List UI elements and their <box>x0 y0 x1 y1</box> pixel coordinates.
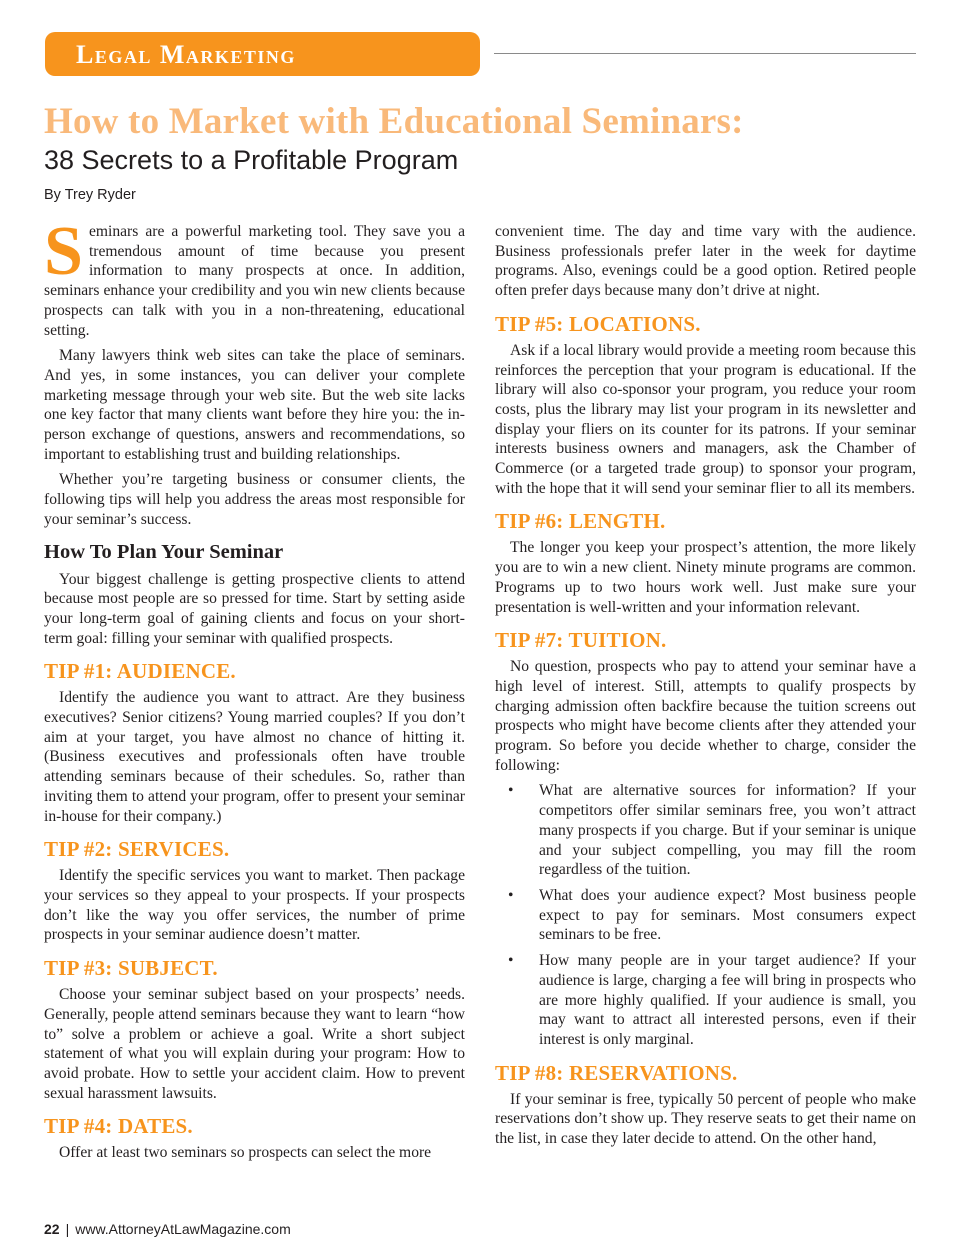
tip-8-heading: TIP #8: RESERVATIONS. <box>495 1060 738 1085</box>
tip-7-heading: TIP #7: TUITION. <box>495 628 667 653</box>
article-title: How to Market with Educational Seminars: <box>44 101 744 142</box>
article-subtitle: 38 Secrets to a Profitable Program <box>44 145 459 175</box>
tip-2-text: Identify the specific services you want to market. Then package your services so they appeal to your prospects. If your prospects don’t like the way you offer services, the number of prime prospects in your seminar audience doesn’t matter. <box>44 867 465 944</box>
tip-8-text: If your seminar is free, typically 50 percent of people who make reservations don’t show up. They reserve seats to get their name on the list, in case they later decide to attend. On the other hand, <box>495 1090 916 1148</box>
drop-cap: S <box>44 213 83 290</box>
bullet-text: What are alternative sources for information? If your competitors offer similar seminars free, you won’t attract many prospects if you charge. But if your seminar is unique and your subject compelling, you may fill the room regardless of the tuition. <box>539 782 916 879</box>
tip-7-bullet-list <box>495 781 916 1049</box>
page-footer <box>44 1221 291 1237</box>
intro-text: eminars are a powerful marketing tool. They save you a tremendous amount of time because you present information to many prospects at once. In addition, seminars enhance your credibility and you win new clients because prospects can talk with you in a non-threatening, educational setting. <box>44 223 465 339</box>
tip-1-heading: TIP #1: AUDIENCE. <box>44 659 236 684</box>
list-item <box>495 951 916 1050</box>
section-label: Legal Marketing <box>76 40 296 69</box>
tip-4-heading: TIP #4: DATES. <box>44 1114 193 1139</box>
bullet-text: How many people are in your target audience? If your audience is large, charging a fee will bring in prospects who are more highly qualified. If your audience is small, you may want to attract all interested persons, even if their interest is only marginal. <box>539 952 916 1048</box>
tip-1-text: Identify the audience you want to attract. Are they business executives? Senior citizens? Young married couples? If you don’t aim at your target, you have almost no chance of hitting it. (Business executives and professionals often have trouble attending seminars because of their schedules. So, rather than inviting them to attend your program, offer to present your seminar in-house for their company.) <box>44 689 465 825</box>
list-item <box>495 886 916 945</box>
tip-4-text-start: Offer at least two seminars so prospects can select the more <box>59 1144 432 1162</box>
list-item <box>495 781 916 880</box>
footer-site-link[interactable]: www.AttorneyAtLawMagazine.com <box>75 1221 291 1237</box>
bullet-icon: • <box>508 952 514 970</box>
tip-7-text: No question, prospects who pay to attend your seminar have a high level of interest. Still, attempts to qualify prospects by charging admission often backfire because the tuition screens out prospects who might have become clients after they attended your program. So before you decide whether to charge, consider the following: <box>495 658 916 774</box>
tip-6-heading: TIP #6: LENGTH. <box>495 509 666 534</box>
footer-separator: | <box>65 1221 70 1237</box>
header-rule <box>494 53 916 54</box>
left-column <box>44 213 465 1169</box>
paragraph-2: Many lawyers think web sites can take the place of seminars. And yes, in some instances, you can deliver your complete marketing message through your web site. But the web site lacks one key factor that many clients want before they hire you: the in-person exchange of questions, answers and recommendations, so important to establishing trust and building relationships. <box>44 347 465 463</box>
tip-5-heading: TIP #5: LOCATIONS. <box>495 311 701 336</box>
tip-3-text: Choose your seminar subject based on your prospects’ needs. Generally, people attend seminars because they want to learn “how to” solve a problem or achieve a goal. Write a short subject statement of what you will explain during your program: How to avoid probate. How to settle your accident claim. How to prevent sexual harassment lawsuits. <box>44 986 465 1102</box>
byline: By Trey Ryder <box>44 187 136 203</box>
tip-3-heading: TIP #3: SUBJECT. <box>44 956 218 981</box>
tip-4-text-continued: convenient time. The day and time vary with the audience. Business professionals prefer later in the week for daytime programs. Also, evenings could be a good option. Retired people often prefer days because many don’t drive at night. <box>495 223 916 300</box>
right-column <box>495 222 916 1155</box>
tip-5-text: Ask if a local library would provide a meeting room because this reinforces the perception that your program is educational. If the library will also co-sponsor your program, you reduce your room costs, plus the library may list your program in its newsletter and display your fliers on its counter for its patrons. If your seminar interests business owners and managers, ask the Chamber of Commerce (or a targeted trade group) to sponsor your program, with the hope that it will send your seminar flier to all its members. <box>495 341 916 497</box>
plan-heading: How To Plan Your Seminar <box>44 540 284 563</box>
page-number: 22 <box>44 1221 60 1237</box>
tip-6-text: The longer you keep your prospect’s attention, the more likely you are to win a new client. Ninety minute programs are common. Programs up to two hours work well. Just make sure your presentation is well-written and your information relevant. <box>495 539 916 616</box>
bullet-icon: • <box>508 886 514 904</box>
tip-2-heading: TIP #2: SERVICES. <box>44 837 230 862</box>
plan-text: Your biggest challenge is getting prospective clients to attend because most people are so pressed for time. Start by setting aside your long-term goal of gaining clients and focus on your short-term goal: filling your seminar with qualified prospects. <box>44 570 465 647</box>
intro-paragraph <box>44 213 465 340</box>
section-label-tab <box>45 32 480 76</box>
paragraph-3: Whether you’re targeting business or consumer clients, the following tips will help you address the areas most responsible for your seminar’s success. <box>44 471 465 528</box>
bullet-text: What does your audience expect? Most business people expect to pay for seminars. Most consumers expect seminars to be free. <box>539 886 916 944</box>
bullet-icon: • <box>508 782 514 800</box>
